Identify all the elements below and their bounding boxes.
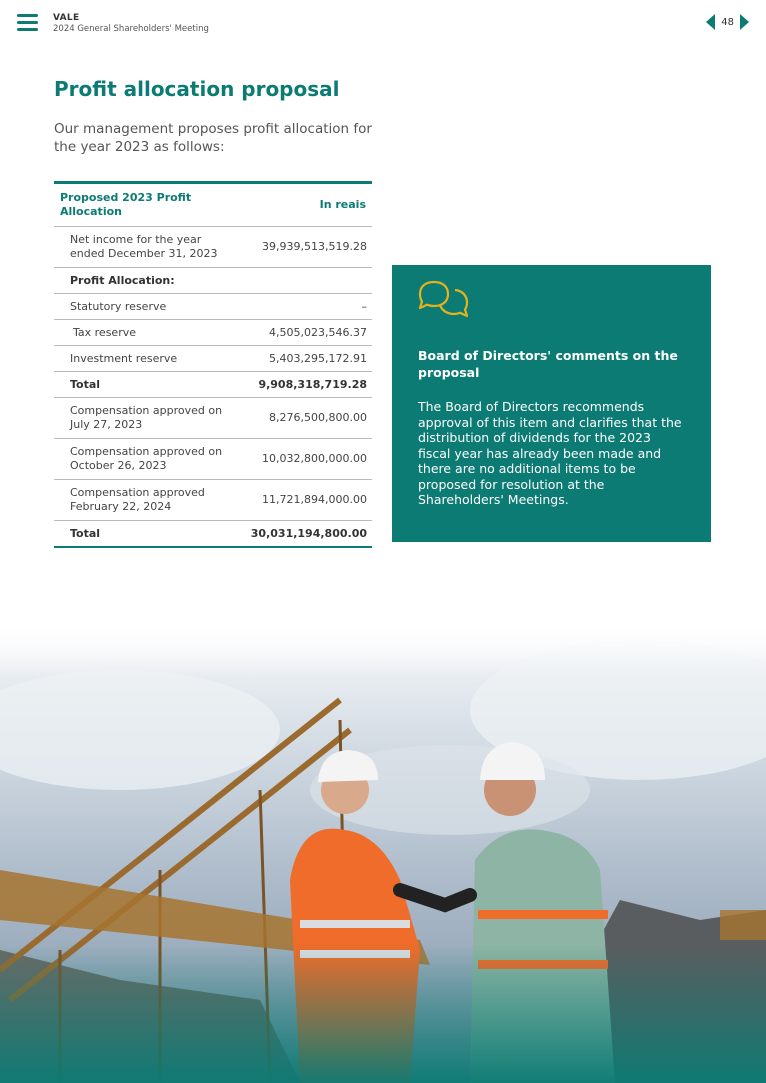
brand-subtitle: 2024 General Shareholders' Meeting — [53, 24, 209, 34]
table-row — [54, 372, 372, 398]
row-label: Statutory reserve — [54, 294, 236, 320]
table-row — [54, 227, 372, 268]
row-value: 9,908,318,719.28 — [236, 372, 372, 398]
pager — [706, 14, 749, 30]
row-label: Compensation approved on October 26, 2023 — [54, 439, 236, 480]
chat-bubbles-icon — [416, 280, 470, 328]
row-value: 10,032,800,000.00 — [236, 439, 372, 480]
brand-name: VALE — [53, 13, 80, 23]
row-value: 5,403,295,172.91 — [236, 346, 372, 372]
board-comments-card — [392, 265, 711, 542]
table-row — [54, 294, 372, 320]
table-row — [54, 398, 372, 439]
page-title: Profit allocation proposal — [54, 77, 340, 101]
profit-allocation-table — [54, 181, 372, 548]
row-label: Investment reserve — [54, 346, 236, 372]
table-row — [54, 480, 372, 521]
workers-handshake-photo — [0, 620, 766, 1083]
table-row — [54, 268, 372, 294]
row-value: 39,939,513,519.28 — [236, 227, 372, 268]
menu-icon[interactable] — [17, 14, 38, 32]
row-label: Total — [54, 372, 236, 398]
row-value — [236, 268, 372, 294]
row-label: Compensation approved February 22, 2024 — [54, 480, 236, 521]
row-value: 4,505,023,546.37 — [236, 320, 372, 346]
brand-header — [53, 13, 209, 35]
card-title: Board of Directors' comments on the proposal — [418, 348, 678, 380]
table-row — [54, 439, 372, 480]
card-body: The Board of Directors recommends approval of this item and clarifies that the distribution of dividends for the 2023 fiscal year has already been made and there are no additional items to be proposed for resolution at the Shareholders' Meetings. — [418, 399, 682, 507]
table-header-label: Proposed 2023 Profit Allocation — [54, 183, 236, 227]
row-label: Compensation approved on July 27, 2023 — [54, 398, 236, 439]
intro-text: Our management proposes profit allocation for the year 2023 as follows: — [54, 121, 372, 155]
row-value: – — [236, 294, 372, 320]
row-value: 8,276,500,800.00 — [236, 398, 372, 439]
table-row — [54, 320, 372, 346]
row-value: 30,031,194,800.00 — [250, 526, 367, 540]
row-label: Profit Allocation: — [54, 268, 236, 294]
table-header-unit: In reais — [236, 183, 372, 227]
row-label: Tax reserve — [54, 320, 236, 346]
row-label: Net income for the year ended December 31, 2023 — [54, 227, 236, 268]
previous-page-icon[interactable] — [706, 14, 715, 30]
page-number: 48 — [721, 16, 734, 28]
table-row — [54, 346, 372, 372]
row-value: 11,721,894,000.00 — [236, 480, 372, 521]
table-row — [54, 521, 372, 548]
row-label: Total — [70, 526, 101, 540]
next-page-icon[interactable] — [740, 14, 749, 30]
